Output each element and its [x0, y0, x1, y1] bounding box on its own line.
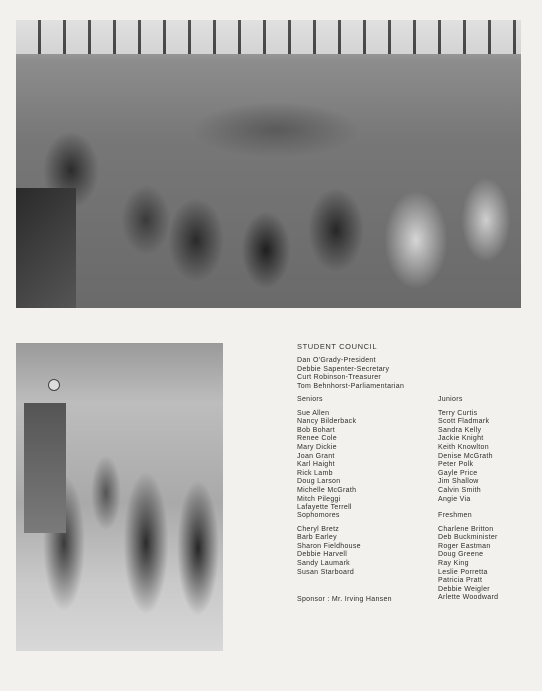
list-item: Gayle Price [438, 469, 478, 477]
list-item: Renee Cole [297, 435, 337, 443]
juniors-title: Juniors [438, 396, 463, 403]
section-heading: STUDENT COUNCIL [297, 342, 378, 351]
list-item: Barb Earley [297, 534, 337, 542]
list-item: Keith Knowlton [438, 443, 489, 451]
officers-photo [16, 343, 223, 651]
list-item: Jackie Knight [438, 435, 484, 443]
sponsor-line: Sponsor : Mr. Irving Hansen [297, 596, 392, 603]
freshmen-column [438, 512, 498, 603]
list-item: Cheryl Bretz [297, 525, 340, 533]
sophomores-column [297, 512, 361, 577]
list-item: Mitch Pileggi [297, 495, 341, 503]
officer-president: Dan O'Grady-President [297, 357, 376, 364]
freshmen-title: Freshmen [438, 512, 472, 519]
list-item: Arlette Woodward [438, 594, 499, 602]
list-item: Ray King [438, 559, 469, 567]
list-item: Doug Larson [297, 478, 341, 486]
sophomores-title: Sophomores [297, 512, 340, 519]
officer-treasurer: Curt Robinson-Treasurer [297, 374, 382, 382]
list-item: Karl Haight [297, 461, 335, 469]
officer-parliamentarian: Tom Behnhorst-Parliamentarian [297, 382, 405, 390]
list-item: Sandy Laumark [297, 559, 350, 567]
list-item: Peter Polk [438, 461, 474, 469]
list-item: Bob Bohart [297, 426, 336, 434]
officers-list [297, 357, 404, 391]
list-item: Sandra Kelly [438, 426, 482, 434]
list-item: Michelle McGrath [297, 486, 357, 494]
list-item: Joan Grant [297, 452, 335, 460]
list-item: Deb Buckminister [438, 534, 498, 542]
list-item: Debbie Harvell [297, 551, 348, 559]
list-item: Terry Curtis [438, 409, 478, 417]
group-photo [16, 20, 521, 308]
list-item: Lafayette Terrell [297, 504, 352, 512]
wall-clock-icon [48, 379, 60, 391]
list-item: Scott Fladmark [438, 418, 490, 426]
stair-railing [16, 188, 76, 308]
list-item: Mary Dickie [297, 443, 337, 451]
seniors-column [297, 396, 356, 513]
list-item: Doug Greene [438, 551, 484, 559]
list-item: Charlene Britton [438, 525, 494, 533]
list-item: Roger Eastman [438, 542, 491, 550]
list-item: Patricia Pratt [438, 577, 483, 585]
list-item: Debbie Weigler [438, 585, 490, 593]
doorway [24, 403, 66, 533]
juniors-column [438, 396, 493, 504]
list-item: Nancy Bilderback [297, 418, 357, 426]
balcony-railing [16, 20, 521, 54]
list-item: Rick Lamb [297, 469, 333, 477]
list-item: Denise McGrath [438, 452, 493, 460]
list-item: Angie Via [438, 495, 471, 503]
list-item: Sharon Fieldhouse [297, 542, 361, 550]
list-item: Jim Shallow [438, 478, 479, 486]
list-item: Sue Allen [297, 409, 330, 417]
list-item: Susan Starboard [297, 568, 355, 576]
officer-secretary: Debbie Sapenter-Secretary [297, 365, 390, 373]
seniors-title: Seniors [297, 396, 323, 403]
list-item: Leslie Porretta [438, 568, 488, 576]
list-item: Calvin Smith [438, 486, 481, 494]
